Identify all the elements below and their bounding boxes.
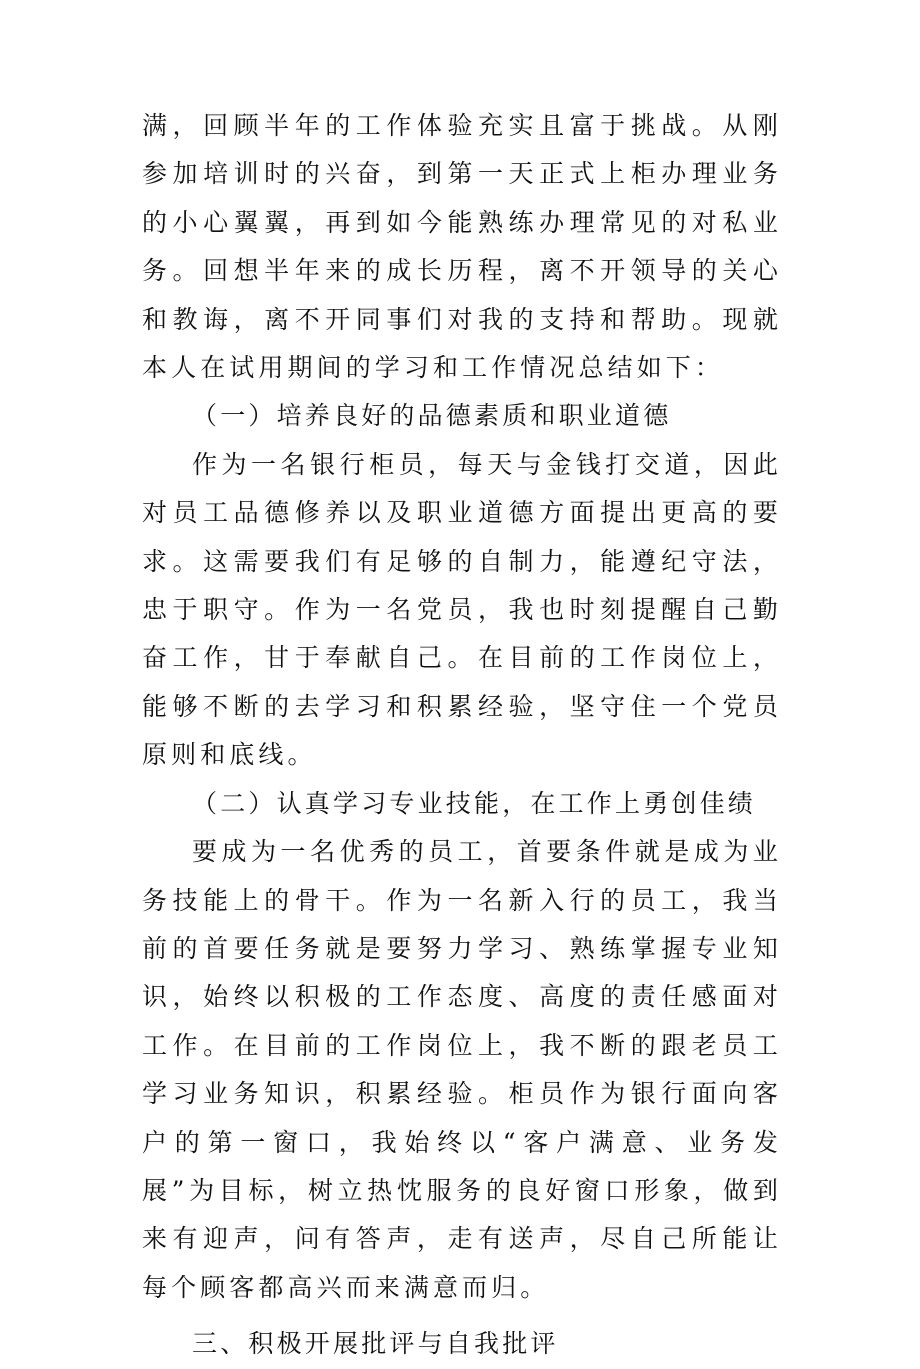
subheading-ethics: （一）培养良好的品德素质和职业道德 bbox=[192, 401, 672, 431]
subheading-skills: （二）认真学习专业技能，在工作上勇创佳绩 bbox=[192, 788, 757, 818]
paragraph-ethics: 作为一名银行柜员，每天与金钱打交道，因此对员工品德修养以及职业道德方面提出更高的要求。这需要我们有足够的自制力，能遵纪守法，忠于职守。作为一名党员，我也时刻提醒自己勤奋工作，甘于奉献自己。在目前的工作岗位上，能够不断的去学习和积累经验，坚守住一个党员原则和底线。 bbox=[142, 449, 782, 770]
paragraph-skills: 要成为一名优秀的员工，首要条件就是成为业务技能上的骨干。作为一名新入行的员工，我当前的首要任务就是要努力学习、熟练掌握专业知识，始终以积极的工作态度、高度的责任感面对工作。在目前的工作岗位上，我不断的跟老员工学习业务知识，积累经验。柜员作为银行面向客户的第一窗口，我始终以“客户满意、业务发展”为目标，树立热忱服务的良好窗口形象，做到来有迎声，问有答声，走有送声，尽自己所能让每个顾客都高兴而来满意而归。 bbox=[142, 837, 782, 1302]
paragraph-intro: 满，回顾半年的工作体验充实且富于挑战。从刚参加培训时的兴奋，到第一天正式上柜办理业务的小心翼翼，再到如今能熟练办理常见的对私业务。回想半年来的成长历程，离不开领导的关心和教诲，离不开同事们对我的支持和帮助。现就本人在试用期间的学习和工作情况总结如下： bbox=[142, 111, 782, 383]
document-body bbox=[142, 102, 782, 1369]
section-heading-criticism: 三、积极开展批评与自我批评 bbox=[192, 1329, 559, 1359]
